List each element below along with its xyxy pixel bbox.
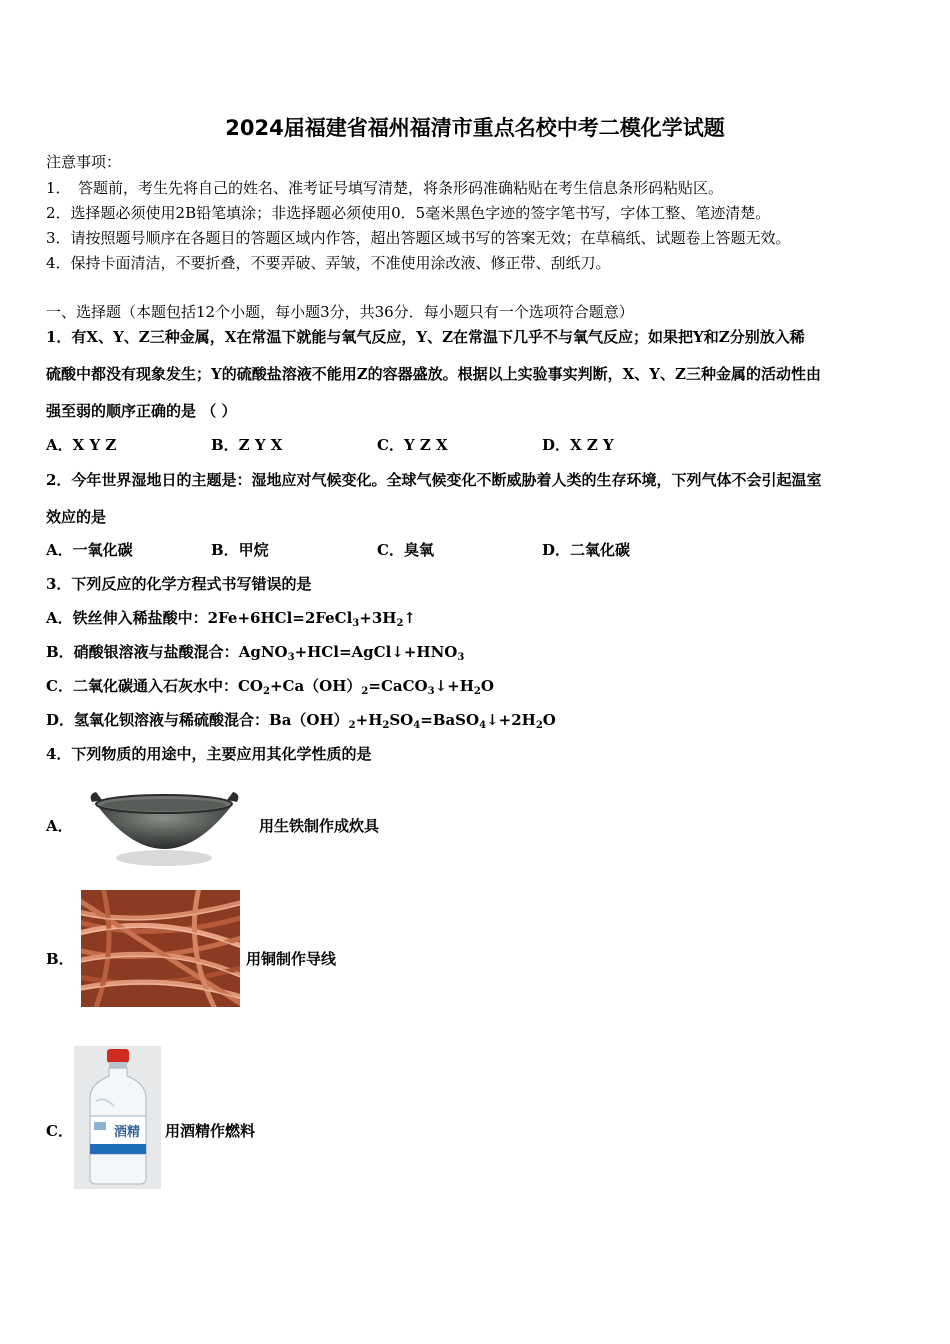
q1-option-a: A．X Y Z xyxy=(46,436,117,454)
bottle-label-text: 酒精 xyxy=(114,1125,141,1140)
notice-item-3: 3．请按照题号顺序在各题目的答题区域内作答，超出答题区域书写的答案无效；在草稿纸、试题卷上答题无效。 xyxy=(46,229,791,247)
q1-option-c: C．Y Z X xyxy=(377,436,448,454)
q2-option-b: B．甲烷 xyxy=(211,541,269,559)
q2-line-1: 2．今年世界湿地日的主题是：湿地应对气候变化。全球气候变化不断威胁着人类的生存环境，下列气体不会引起温室 xyxy=(46,471,822,489)
q2-line-2: 效应的是 xyxy=(46,508,107,526)
q3-option-c: C．二氧化碳通入石灰水中：$CO_2+Ca(OH)_2=CaCO_3↓+H_2O$ xyxy=(46,677,494,697)
notice-item-2: 2．选择题必须使用2B铅笔填涂；非选择题必须使用0．5毫米黑色字迹的签字笔书写，字体工整、笔迹清楚。 xyxy=(46,204,771,222)
q4-option-c-label: C． xyxy=(46,1122,73,1140)
q3-option-b: B．硝酸银溶液与盐酸混合：$AgNO_3+HCl=AgCl↓+HNO_3$ xyxy=(46,643,465,663)
q4-option-c-caption: 用酒精作燃料 xyxy=(165,1122,256,1140)
q3-option-d: D．氢氧化钡溶液与稀硫酸混合：$Ba(OH)_2+H_2SO_4=BaSO_4↓+2H_2O$ xyxy=(46,711,556,731)
q3-stem: 3．下列反应的化学方程式书写错误的是 xyxy=(46,575,312,593)
q1-line-1: 1．有X、Y、Z三种金属，X在常温下就能与氧气反应，Y、Z在常温下几乎不与氧气反应；如果把Y和Z分别放入稀 xyxy=(46,328,805,346)
notice-heading: 注意事项： xyxy=(46,153,122,171)
page-title: 2024届福建省福州福清市重点名校中考二模化学试题 xyxy=(225,116,725,140)
q3-option-a: A．铁丝伸入稀盐酸中：$2Fe+6HCl=2FeCl_3+3H_2↑$ xyxy=(46,609,416,629)
q4-option-b-caption: 用铜制作导线 xyxy=(246,950,337,968)
section-heading: 一、选择题（本题包括12个小题，每小题3分，共36分．每小题只有一个选项符合题意） xyxy=(46,303,634,321)
q4-option-b-label: B． xyxy=(46,950,74,968)
alcohol-bottle-image xyxy=(74,1046,161,1189)
q1-option-d: D．X Z Y xyxy=(542,436,614,454)
q4-stem: 4．下列物质的用途中，主要应用其化学性质的是 xyxy=(46,745,372,763)
q1-option-b: B．Z Y X xyxy=(211,436,283,454)
q2-option-d: D．二氧化碳 xyxy=(542,541,631,559)
notice-item-1: 1． 答题前，考生先将自己的姓名、准考证号填写清楚，将条形码准确粘贴在考生信息条形码粘贴区。 xyxy=(46,179,724,197)
notice-item-4: 4．保持卡面清洁，不要折叠，不要弄破、弄皱，不准使用涂改液、修正带、刮纸刀。 xyxy=(46,254,611,272)
copper-wire-image xyxy=(81,890,240,1007)
q1-line-2: 硫酸中都没有现象发生；Y的硫酸盐溶液不能用Z的容器盛放。根据以上实验事实判断，X、Y、Z三种金属的活动性由 xyxy=(46,365,821,383)
q2-option-c: C．臭氧 xyxy=(377,541,434,559)
wok-image xyxy=(82,784,247,868)
q1-line-3: 强至弱的顺序正确的是 （ ） xyxy=(46,402,237,420)
q2-option-a: A．一氧化碳 xyxy=(46,541,133,559)
q4-option-a-label: A． xyxy=(46,817,73,835)
q4-option-a-caption: 用生铁制作成炊具 xyxy=(259,817,380,835)
